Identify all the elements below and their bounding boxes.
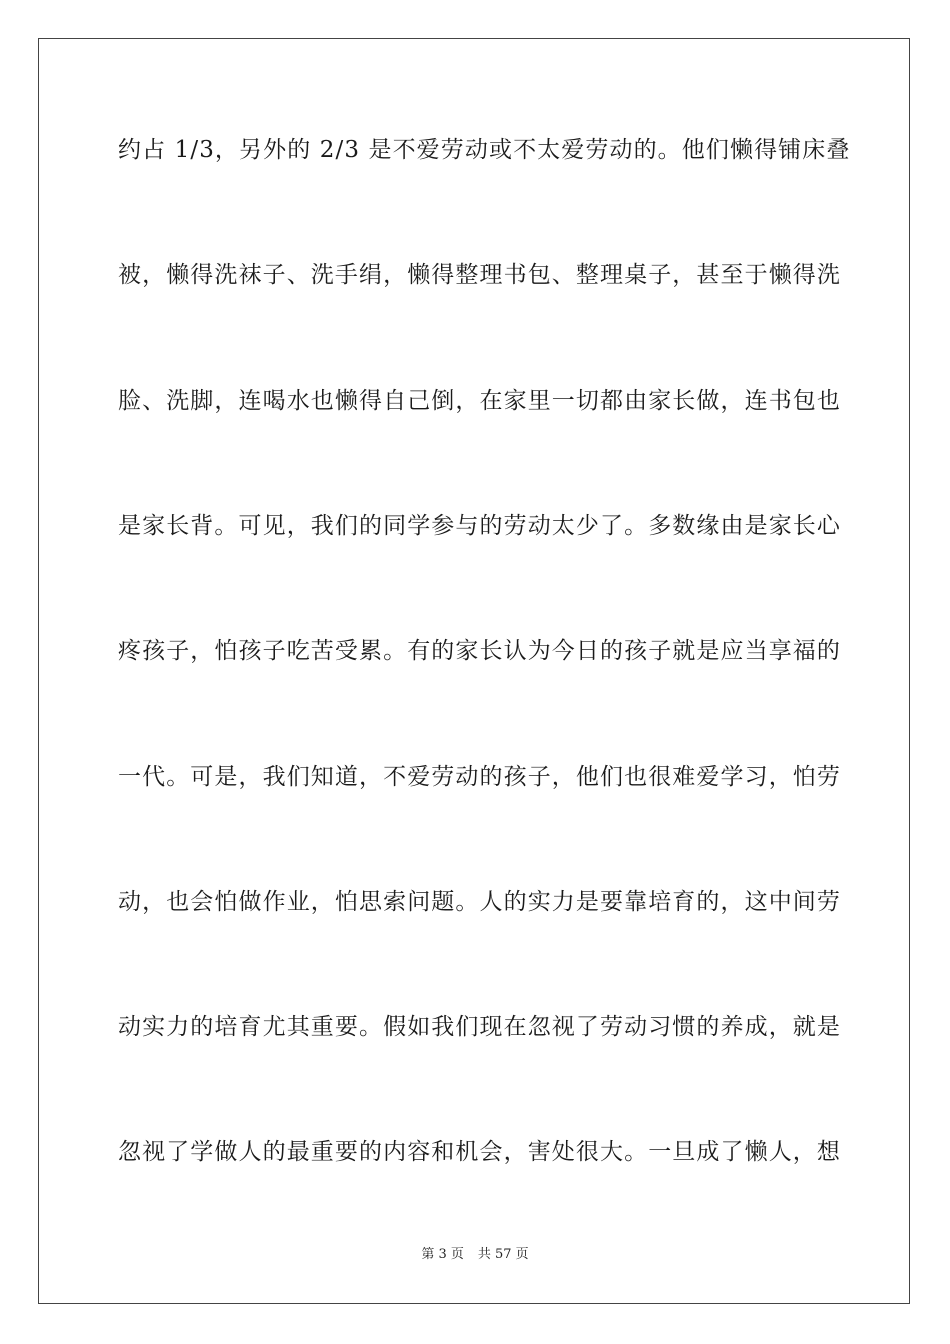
paragraph-line: 疼孩子，怕孩子吃苦受累。有的家长认为今日的孩子就是应当享福的 [118, 638, 841, 664]
paragraph-line: 一代。可是，我们知道，不爱劳动的孩子，他们也很难爱学习，怕劳 [118, 764, 841, 790]
paragraph-line: 被，懒得洗袜子、洗手绢，懒得整理书包、整理桌子，甚至于懒得洗 [118, 262, 841, 288]
paragraph-line: 忽视了学做人的最重要的内容和机会，害处很大。一旦成了懒人，想 [118, 1139, 841, 1165]
page-footer [0, 1246, 950, 1264]
paragraph-line: 约占 1/3，另外的 2/3 是不爱劳动或不太爱劳动的。他们懒得铺床叠 [118, 137, 851, 163]
page-total: 共 57 页 [477, 1247, 529, 1262]
page-border [38, 38, 910, 1304]
paragraph-line: 动，也会怕做作业，怕思索问题。人的实力是要靠培育的，这中间劳 [118, 889, 841, 915]
paragraph-line: 动实力的培育尤其重要。假如我们现在忽视了劳动习惯的养成，就是 [118, 1014, 841, 1040]
paragraph-line: 脸、洗脚，连喝水也懒得自己倒，在家里一切都由家长做，连书包也 [118, 388, 841, 414]
page-number: 第 3 页 [421, 1247, 464, 1262]
paragraph-line: 是家长背。可见，我们的同学参与的劳动太少了。多数缘由是家长心 [118, 513, 841, 539]
